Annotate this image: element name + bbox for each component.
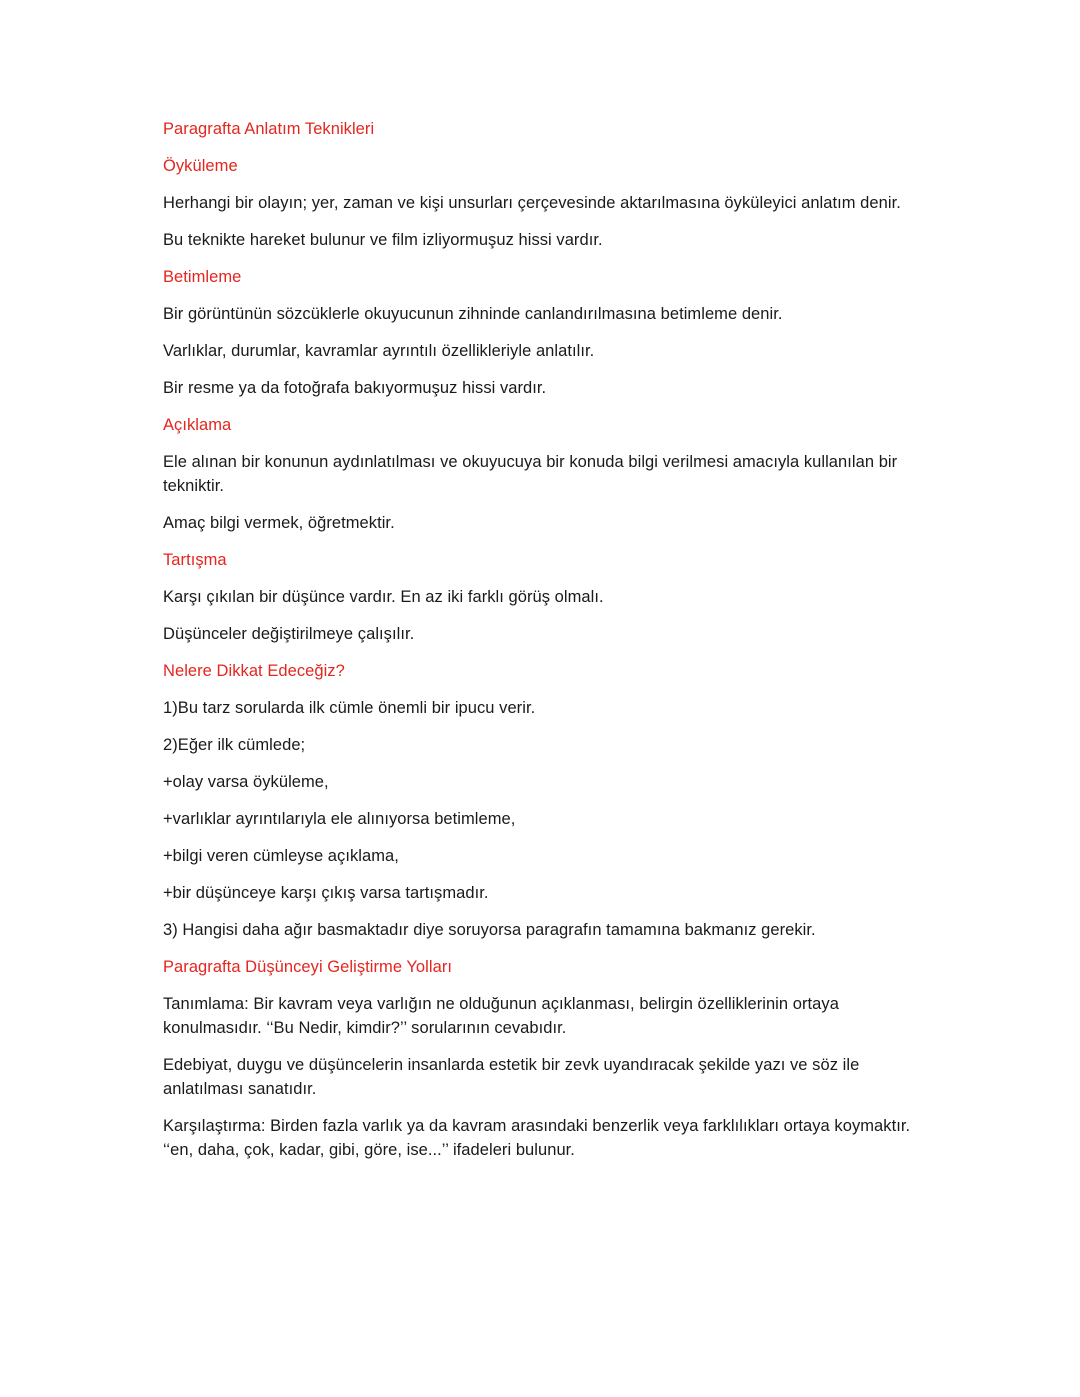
list-item: 3) Hangisi daha ağır basmaktadır diye soruyorsa paragrafın tamamına bakmanız gerekir.	[163, 921, 816, 939]
paragraph: Edebiyat, duygu ve düşüncelerin insanlarda estetik bir zevk uyandıracak şekilde yazı ve söz ile anlatılması sanatıdır.	[163, 1056, 860, 1098]
paragraph: Bu teknikte hareket bulunur ve film izliyormuşuz hissi vardır.	[163, 231, 603, 249]
paragraph: Tanımlama: Bir kavram veya varlığın ne olduğunun açıklanması, belirgin özelliklerinin ortaya konulmasıdır. ‘‘Bu Nedir, kimdir?’’ sorularının cevabıdır.	[163, 995, 839, 1037]
section-heading-dikkat: Nelere Dikkat Edeceğiz?	[163, 662, 345, 680]
section-heading-tartisma: Tartışma	[163, 551, 227, 569]
list-item: 1)Bu tarz sorularda ilk cümle önemli bir ipucu verir.	[163, 699, 536, 717]
document-page	[163, 117, 933, 1175]
section-heading-aciklama: Açıklama	[163, 416, 232, 434]
paragraph: Karşılaştırma: Birden fazla varlık ya da kavram arasındaki benzerlik veya farklılıkları ortaya koymaktır. ‘‘en, daha, çok, kadar, gibi, göre, ise...’’ ifadeleri bulunur.	[163, 1117, 911, 1159]
paragraph: Bir resme ya da fotoğrafa bakıyormuşuz hissi vardır.	[163, 379, 547, 397]
paragraph: Herhangi bir olayın; yer, zaman ve kişi unsurları çerçevesinde aktarılmasına öyküleyici anlatım denir.	[163, 194, 901, 212]
list-item: +olay varsa öyküleme,	[163, 773, 329, 791]
section-heading-oykuleme: Öyküleme	[163, 157, 238, 175]
paragraph: Amaç bilgi vermek, öğretmektir.	[163, 514, 395, 532]
list-item: 2)Eğer ilk cümlede;	[163, 736, 306, 754]
section-heading-gelistirme: Paragrafta Düşünceyi Geliştirme Yolları	[163, 958, 452, 976]
document-title: Paragrafta Anlatım Teknikleri	[163, 120, 375, 138]
list-item: +bir düşünceye karşı çıkış varsa tartışmadır.	[163, 884, 489, 902]
paragraph: Karşı çıkılan bir düşünce vardır. En az iki farklı görüş olmalı.	[163, 588, 604, 606]
list-item: +varlıklar ayrıntılarıyla ele alınıyorsa betimleme,	[163, 810, 516, 828]
paragraph: Bir görüntünün sözcüklerle okuyucunun zihninde canlandırılmasına betimleme denir.	[163, 305, 783, 323]
paragraph: Ele alınan bir konunun aydınlatılması ve okuyucuya bir konuda bilgi verilmesi amacıyla kullanılan bir tekniktir.	[163, 453, 898, 495]
paragraph: Varlıklar, durumlar, kavramlar ayrıntılı özellikleriyle anlatılır.	[163, 342, 595, 360]
section-heading-betimleme: Betimleme	[163, 268, 242, 286]
paragraph: Düşünceler değiştirilmeye çalışılır.	[163, 625, 415, 643]
list-item: +bilgi veren cümleyse açıklama,	[163, 847, 399, 865]
